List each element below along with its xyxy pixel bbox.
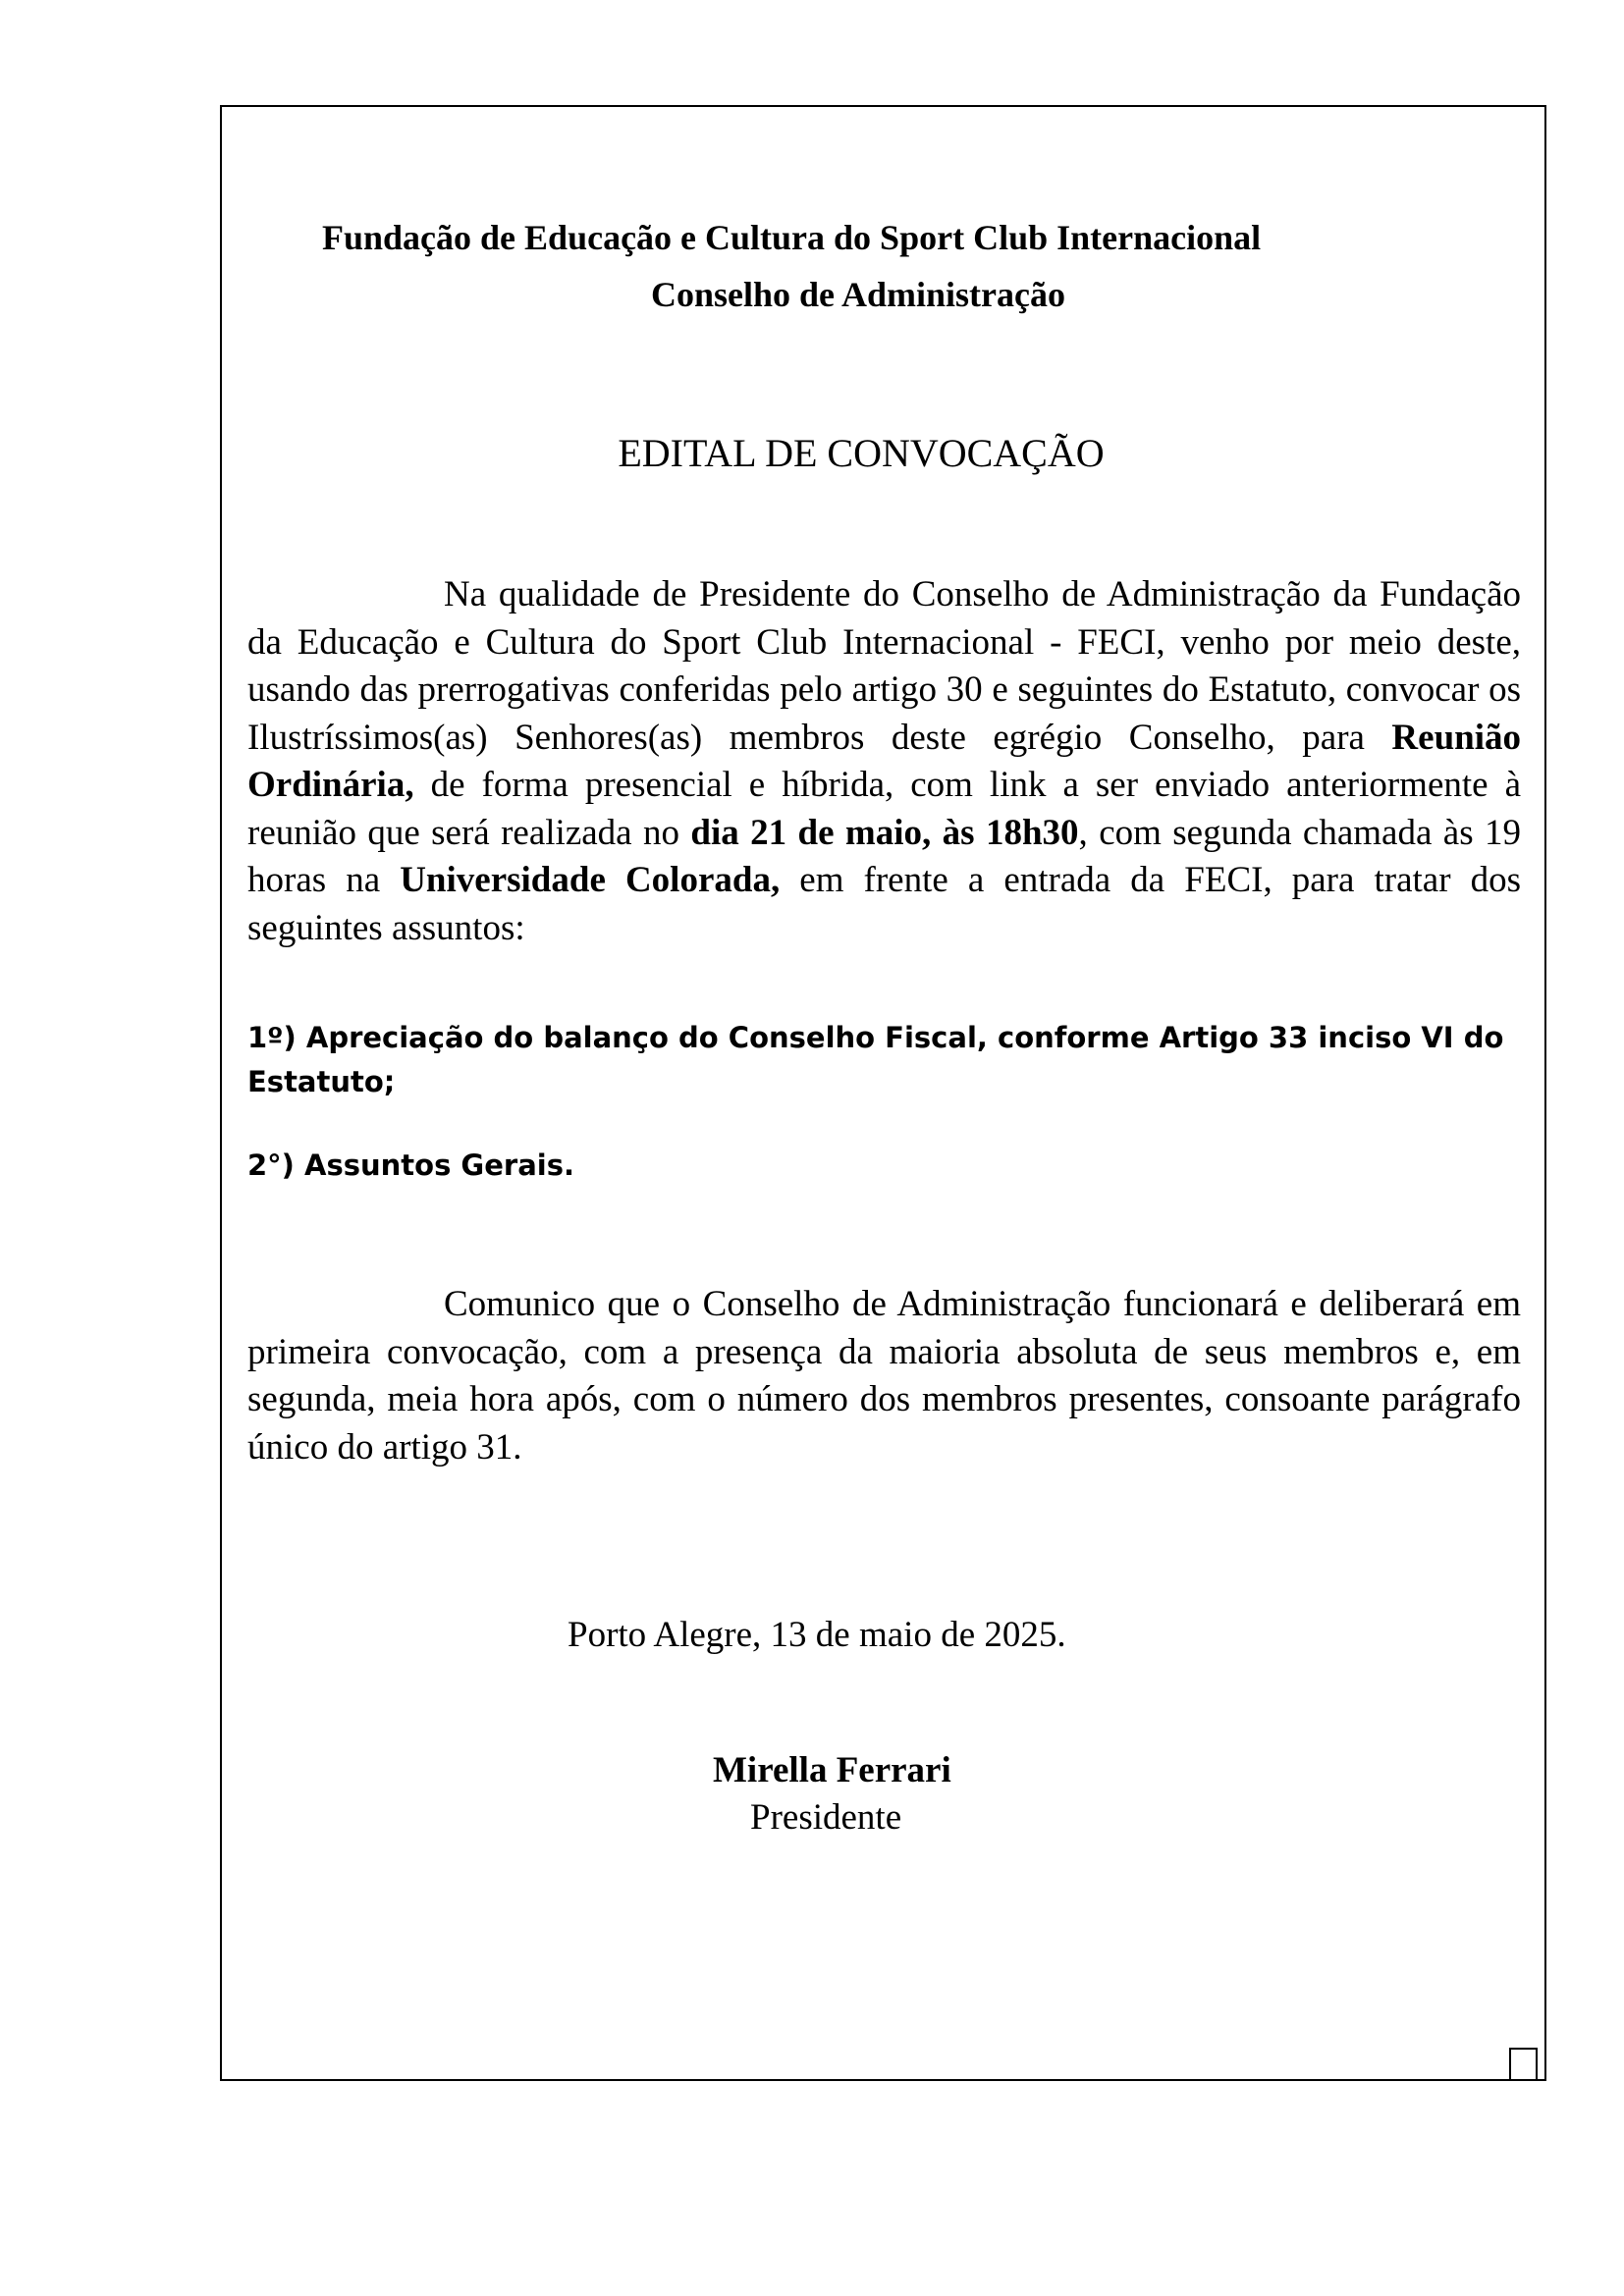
agenda-item-2: 2°) Assuntos Gerais. — [247, 1148, 574, 1182]
convocation-text-4: em frente a entrada da FECI, para tratar dos seguintes assuntos: — [247, 860, 1521, 948]
corner-box — [1509, 2048, 1538, 2081]
agenda-item-1: 1º) Apreciação do balanço do Conselho Fiscal, conforme Artigo 33 inciso VI do Estatuto; — [247, 1021, 1504, 1098]
communication-text: Comunico que o Conselho de Administração funcionará e deliberará em primeira convocação, com a presença da maioria absoluta de seus membros e, em segunda, meia hora após, com o número dos membros presentes, consoante parágrafo único do artigo 31. — [247, 1284, 1521, 1468]
signer-role: Presidente — [750, 1797, 902, 1838]
convocation-text-3: , com segunda chamada às 19 horas na — [247, 812, 1521, 900]
council-name: Conselho de Administração — [650, 275, 1066, 314]
meeting-date-time: dia 21 de maio, às 18h30 — [690, 812, 1079, 853]
convocation-text-2: de forma presencial e híbrida, com link a ser enviado anteriormente à reunião que será realizada no — [247, 765, 1521, 853]
meeting-type: Reunião Ordinária, — [247, 717, 1521, 805]
convocation-paragraph — [247, 571, 1521, 952]
organization-name: Fundação de Educação e Cultura do Sport Club Internacional — [322, 218, 1262, 257]
communication-paragraph — [247, 1281, 1521, 1471]
meeting-venue: Universidade Colorada, — [400, 860, 781, 900]
convocation-text-1: Na qualidade de Presidente do Conselho de Administração da Fundação da Educação e Cultura do Sport Club Internacional - FECI, venho por meio deste, usando das prerrogativas conferidas pelo artigo 30 e seguintes do Estatuto, convocar os Ilustríssimos(as) Senhores(as) membros deste egrégio Conselho, para — [247, 574, 1521, 758]
place-date: Porto Alegre, 13 de maio de 2025. — [568, 1615, 1066, 1655]
signer-name: Mirella Ferrari — [713, 1750, 951, 1790]
document-title: EDITAL DE CONVOCAÇÃO — [618, 431, 1105, 475]
